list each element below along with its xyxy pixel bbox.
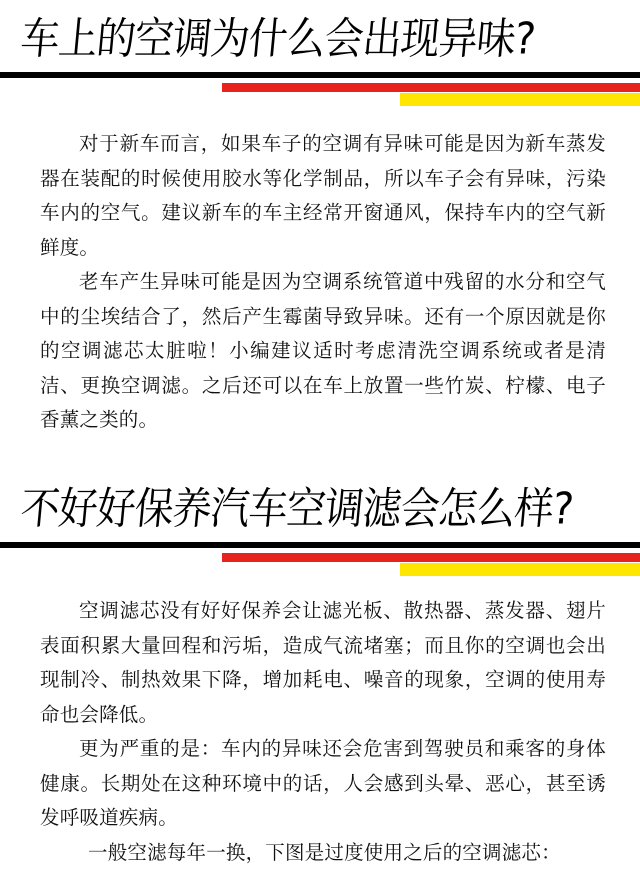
divider-black-bar	[0, 542, 640, 548]
divider-black-bar	[0, 72, 640, 78]
paragraph: 一般空滤每年一换，下图是过度使用之后的空调滤芯：	[88, 840, 561, 864]
paragraph: 空调滤芯没有好好保养会让滤光板、散热器、蒸发器、翅片表面积累大量回程和污垢，造成气流堵塞；而且你的空调也会出现制冷、制热效果下降，增加耗电、噪音的现象，空调的使用寿命也会降低。	[40, 599, 606, 726]
divider-yellow-bar	[400, 93, 640, 106]
section-heading: 车上的空调为什么会出现异味?	[18, 14, 537, 65]
section-heading: 不好好保养汽车空调滤会怎么样?	[18, 484, 575, 535]
paragraph: 老车产生异味可能是因为空调系统管道中残留的水分和空气中的尘埃结合了，然后产生霉菌导致异味。还有一个原因就是你的空调滤芯太脏啦！小编建议适时考虑清洗空调系统或者是清洁、更换空调滤。之后还可以在车上放置一些竹炭、柠檬、电子香薰之类的。	[40, 270, 606, 431]
paragraph: 更为严重的是：车内的异味还会危害到驾驶员和乘客的身体健康。长期处在这种环境中的话，人会感到头晕、恶心，甚至诱发呼吸道疾病。	[40, 737, 606, 829]
section-body	[40, 127, 606, 438]
divider-red-bar	[222, 83, 640, 92]
divider-red-bar	[222, 553, 640, 562]
divider-yellow-bar	[400, 563, 640, 576]
section-body	[40, 594, 606, 870]
paragraph: 对于新车而言，如果车子的空调有异味可能是因为新车蒸发器在装配的时候使用胶水等化学制品，所以车子会有异味，污染车内的空气。建议新车的车主经常开窗通风，保持车内的空气新鲜度。	[40, 132, 606, 259]
